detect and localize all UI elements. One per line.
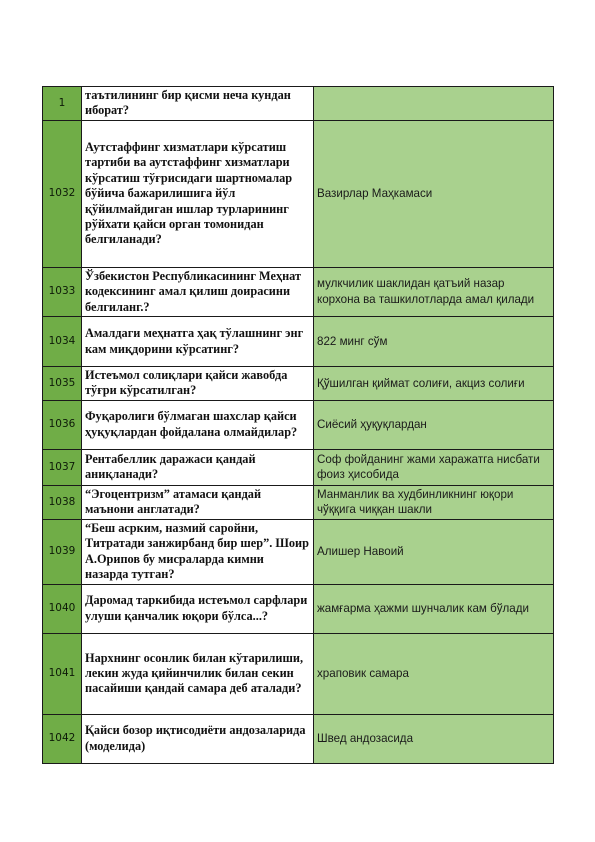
question-cell: Қайси бозор иқтисодиёти андозаларида (моделида) bbox=[82, 714, 314, 763]
answer-cell: Соф фойданинг жами харажатга нисбати фоиз ҳисобида bbox=[314, 449, 554, 485]
question-cell: “Беш асрким, назмий саройни, Титратади занжирбанд бир шер”. Шоир А.Орипов бу мисраларда кимни назарда тутган? bbox=[82, 520, 314, 585]
row-number: 1033 bbox=[43, 267, 82, 316]
row-number: 1036 bbox=[43, 400, 82, 449]
row-number: 1035 bbox=[43, 367, 82, 401]
question-cell: Даромад таркибида истеъмол сарфлари улуши қанчалик юқори бўлса...? bbox=[82, 584, 314, 633]
table-row bbox=[43, 449, 554, 485]
row-number: 1 bbox=[43, 87, 82, 121]
question-cell: Истеъмол солиқлари қайси жавобда тўғри кўрсатилган? bbox=[82, 367, 314, 401]
qa-table bbox=[42, 86, 554, 764]
row-number: 1037 bbox=[43, 449, 82, 485]
row-number: 1040 bbox=[43, 584, 82, 633]
answer-cell: 822 минг сўм bbox=[314, 317, 554, 367]
table-row bbox=[43, 714, 554, 763]
table-row bbox=[43, 267, 554, 316]
answer-cell: жамғарма ҳажми шунчалик кам бўлади bbox=[314, 584, 554, 633]
question-cell: таътилининг бир қисми неча кундан иборат? bbox=[82, 87, 314, 121]
table-row bbox=[43, 317, 554, 367]
row-number: 1042 bbox=[43, 714, 82, 763]
question-cell: Амалдаги меҳнатга ҳақ тўлашнинг энг кам миқдорини кўрсатинг? bbox=[82, 317, 314, 367]
answer-cell: Қўшилган қиймат солиғи, акциз солиғи bbox=[314, 367, 554, 401]
question-cell: “Эгоцентризм” атамаси қандай маънони англатади? bbox=[82, 485, 314, 519]
answer-cell: Вазирлар Маҳкамаси bbox=[314, 120, 554, 267]
table-row bbox=[43, 120, 554, 267]
table-row bbox=[43, 485, 554, 519]
question-cell: Аутстаффинг хизматлари кўрсатиш тартиби ва аутстаффинг хизматлари кўрсатиш тўғрисидаги шартномалар бўйича бажарилишига йўл қўйилмайдиган ишлар турларининг рўйхати қайси орган томонидан белгиланади? bbox=[82, 120, 314, 267]
row-number: 1039 bbox=[43, 520, 82, 585]
question-cell: Нархнинг осонлик билан кўтарилиши, лекин жуда қийинчилик билан секин пасайиши қандай самара деб аталади? bbox=[82, 633, 314, 714]
question-cell: Фуқаролиги бўлмаган шахслар қайси ҳуқуқлардан фойдалана олмайдилар? bbox=[82, 400, 314, 449]
table-row bbox=[43, 520, 554, 585]
question-cell: Рентабеллик даражаси қандай аниқланади? bbox=[82, 449, 314, 485]
row-number: 1034 bbox=[43, 317, 82, 367]
table-row bbox=[43, 584, 554, 633]
row-number: 1038 bbox=[43, 485, 82, 519]
question-cell: Ўзбекистон Республикасининг Меҳнат кодексининг амал қилиш доирасини белгиланг.? bbox=[82, 267, 314, 316]
answer-cell: Алишер Навоий bbox=[314, 520, 554, 585]
row-number: 1032 bbox=[43, 120, 82, 267]
answer-cell bbox=[314, 87, 554, 121]
row-number: 1041 bbox=[43, 633, 82, 714]
table-row bbox=[43, 633, 554, 714]
answer-cell: храповик самара bbox=[314, 633, 554, 714]
table-row bbox=[43, 367, 554, 401]
answer-cell: Сиёсий ҳуқуқлардан bbox=[314, 400, 554, 449]
answer-cell: Манманлик ва худбинликнинг юқори чўққига чиққан шакли bbox=[314, 485, 554, 519]
answer-cell: мулкчилик шаклидан қатъий назар корхона ва ташкилотларда амал қилади bbox=[314, 267, 554, 316]
table-row bbox=[43, 400, 554, 449]
answer-cell: Швед андозасида bbox=[314, 714, 554, 763]
table-row bbox=[43, 87, 554, 121]
